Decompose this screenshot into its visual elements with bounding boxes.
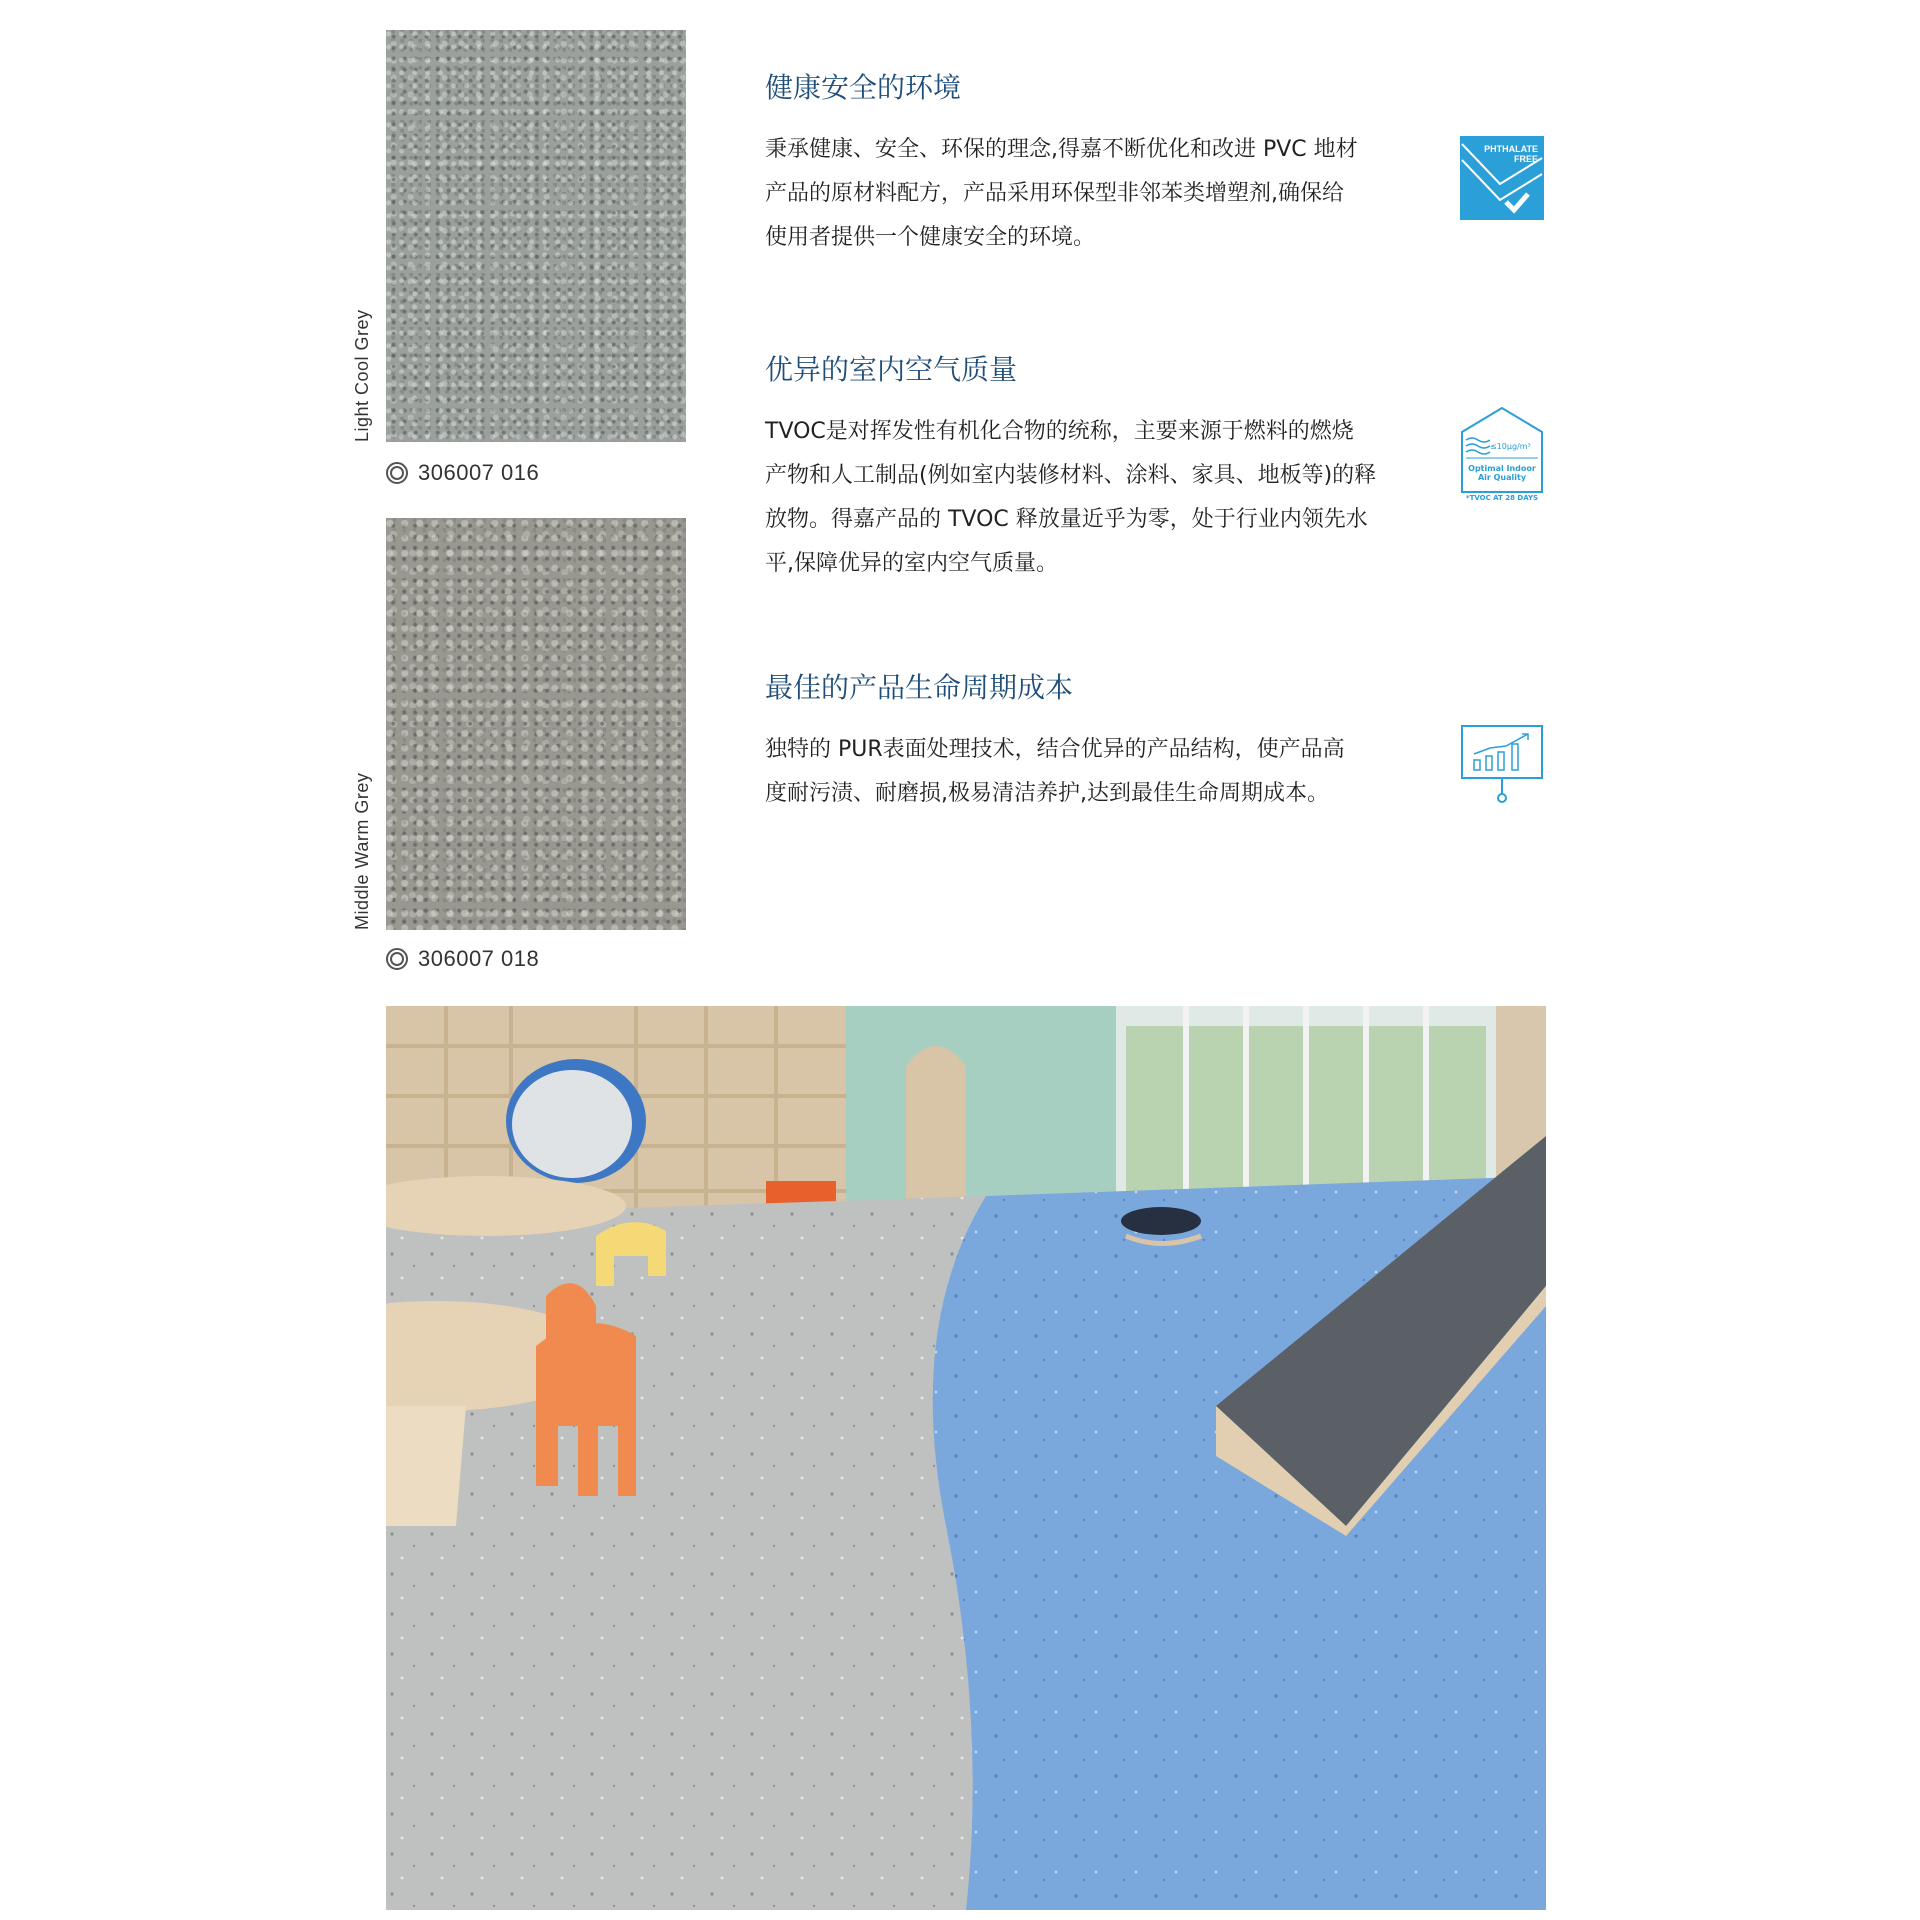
roll-icon xyxy=(386,948,408,970)
body-line: 使用者提供一个健康安全的环境。 xyxy=(765,225,1096,250)
air-quality-badge xyxy=(1460,406,1544,506)
section-body-air-quality xyxy=(765,410,1445,586)
phthalate-free-badge xyxy=(1460,136,1544,220)
section-body-lifecycle xyxy=(765,728,1445,816)
bar-chart-icon xyxy=(1460,724,1544,804)
body-line: 独特的 PUR表面处理技术，结合优异的产品结构，使产品高 xyxy=(765,737,1345,762)
section-title-air-quality: 优异的室内空气质量 xyxy=(765,353,1018,386)
swatch-code: 306007 016 xyxy=(418,460,540,485)
swatch-code: 306007 018 xyxy=(418,946,540,971)
body-line: 产物和人工制品(例如室内装修材料、涂料、家具、地板等)的释 xyxy=(765,463,1377,488)
body-line: 秉承健康、安全、环保的理念,得嘉不断优化和改进 PVC 地材 xyxy=(765,137,1358,162)
air-limit-text: ≤10μg/m³ xyxy=(1490,442,1531,451)
swatch-name-label: Light Cool Grey xyxy=(352,309,372,442)
swatch-code-row xyxy=(386,946,539,972)
phthalate-badge-text: PHTHALATE FREE xyxy=(1484,144,1538,164)
air-label-text: Optimal Indoor Air Quality xyxy=(1468,464,1536,482)
checkmark-icon xyxy=(1460,136,1544,220)
section-title-lifecycle: 最佳的产品生命周期成本 xyxy=(765,671,1074,704)
body-line: TVOC是对挥发性有机化合物的统称，主要来源于燃料的燃烧 xyxy=(765,419,1354,444)
growth-chart-icon xyxy=(1460,724,1544,808)
body-line: 产品的原材料配方，产品采用环保型非邻苯类增塑剂,确保给 xyxy=(765,181,1344,206)
section-body-health xyxy=(765,128,1445,260)
swatch-image-light-cool-grey xyxy=(386,30,686,442)
body-line: 平,保障优异的室内空气质量。 xyxy=(765,551,1058,576)
body-line: 度耐污渍、耐磨损,极易清洁养护,达到最佳生命周期成本。 xyxy=(765,781,1329,806)
swatch-name-label: Middle Warm Grey xyxy=(352,772,372,930)
classroom-photo xyxy=(386,1006,1546,1910)
section-title-health: 健康安全的环境 xyxy=(765,71,962,104)
swatch-code-row xyxy=(386,460,539,486)
air-note-text: *TVOC AT 28 DAYS xyxy=(1465,494,1539,502)
swatch-image-middle-warm-grey xyxy=(386,518,686,930)
body-line: 放物。得嘉产品的 TVOC 释放量近乎为零，处于行业内领先水 xyxy=(765,507,1368,532)
classroom-scene-illustration xyxy=(386,1006,1546,1910)
roll-icon xyxy=(386,462,408,484)
